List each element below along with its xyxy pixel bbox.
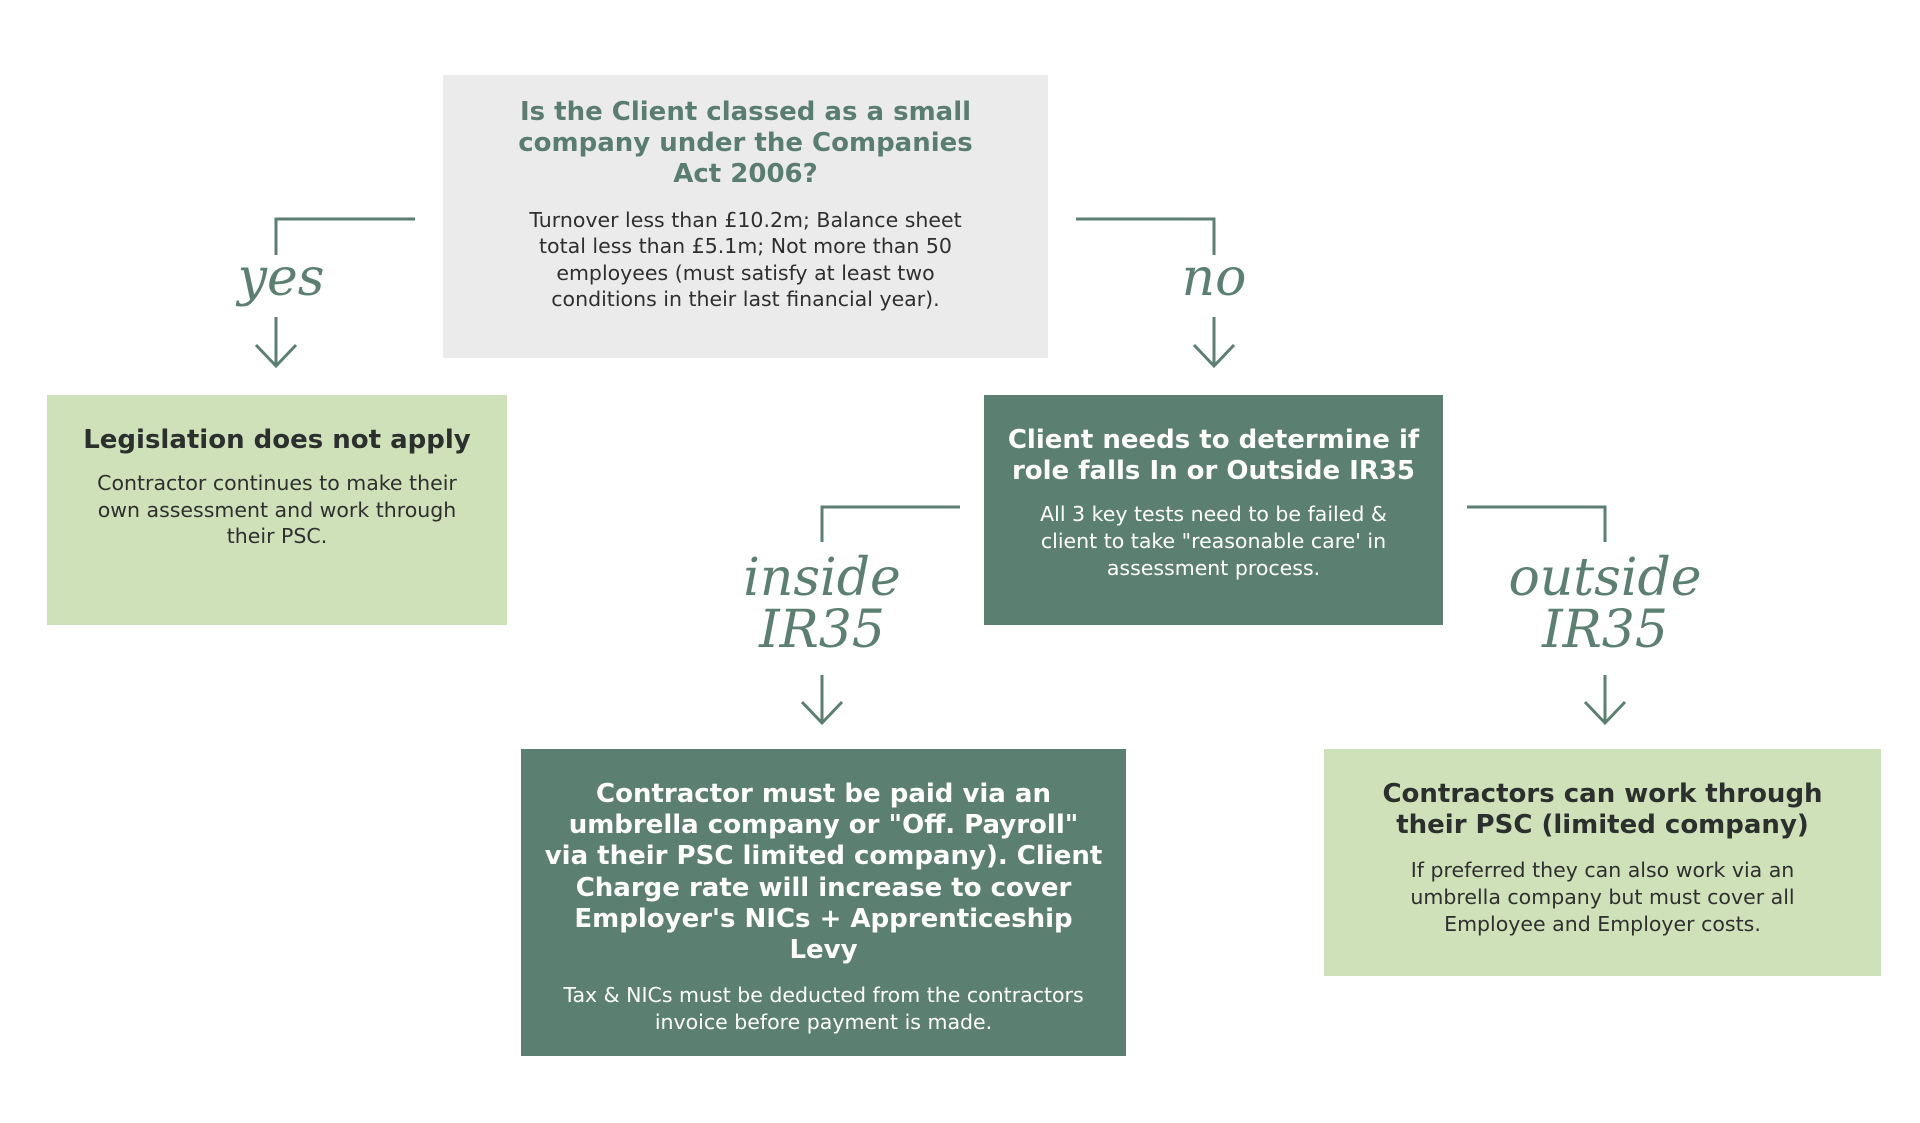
inside-label-line1: inside bbox=[743, 548, 901, 608]
determine-description: All 3 key tests need to be failed & client to take "reasonable care' in assessment process. bbox=[1040, 502, 1387, 580]
outside-description: If preferred they can also work via an umbrella company but must cover all Employee and Employer costs. bbox=[1410, 858, 1795, 936]
determine-title: Client needs to determine if role falls In or Outside IR35 bbox=[1007, 425, 1420, 487]
inside-label-line2: IR35 bbox=[759, 600, 885, 660]
outside-title: Contractors can work through their PSC (limited company) bbox=[1382, 779, 1823, 841]
inside-ir35-box bbox=[521, 749, 1126, 1056]
no-label-text: no bbox=[1181, 248, 1247, 308]
yes-label bbox=[226, 248, 336, 308]
legislation-title: Legislation does not apply bbox=[83, 425, 471, 455]
outside-ir35-box bbox=[1324, 749, 1881, 976]
determine-box bbox=[984, 395, 1443, 625]
no-label bbox=[1164, 248, 1264, 308]
outside-label-line1: outside bbox=[1508, 548, 1702, 608]
yes-label-text: yes bbox=[237, 248, 325, 308]
inside-ir35-label bbox=[712, 548, 932, 660]
connector-outside bbox=[1467, 507, 1605, 542]
legislation-description: Contractor continues to make their own assessment and work through their PSC. bbox=[97, 471, 457, 549]
legislation-box bbox=[47, 395, 507, 625]
inside-description: Tax & NICs must be deducted from the contractors invoice before payment is made. bbox=[563, 983, 1084, 1034]
inside-title: Contractor must be paid via an umbrella company or "Off. Payroll" via their PSC limited company). Client Charge rate will increase to cover Employer's NICs + Apprenticeship Levy bbox=[544, 779, 1103, 965]
question-title: Is the Client classed as a small company under the Companies Act 2006? bbox=[518, 97, 973, 190]
question-description: Turnover less than £10.2m; Balance sheet total less than £5.1m; Not more than 50 employees (must satisfy at least two conditions in their last financial year). bbox=[529, 207, 962, 312]
connector-inside bbox=[822, 507, 960, 542]
outside-ir35-label bbox=[1485, 548, 1725, 660]
outside-label-line2: IR35 bbox=[1542, 600, 1668, 660]
question-box bbox=[443, 75, 1048, 358]
